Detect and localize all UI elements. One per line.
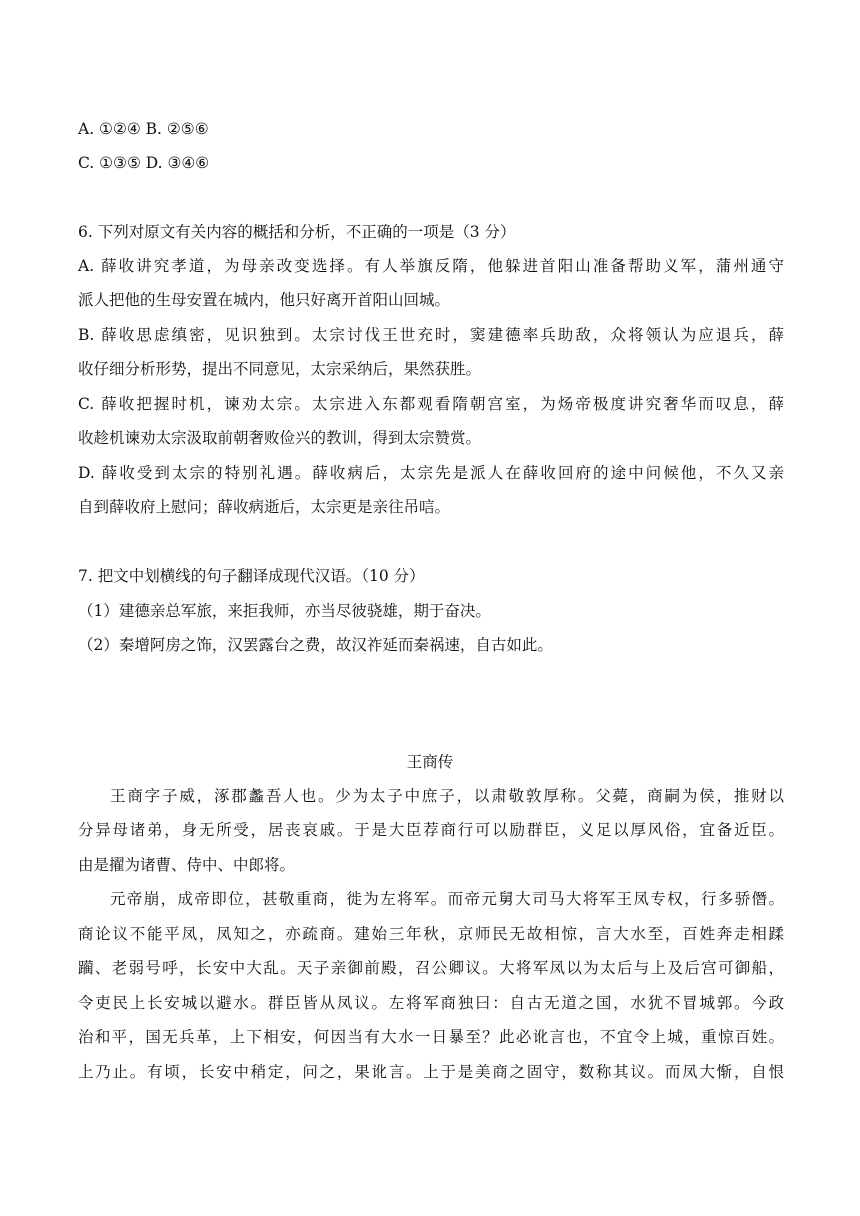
- q5-options-line-2: C. ①③⑤ D. ③④⑥: [78, 154, 210, 172]
- q6-option-c-line-2: 收趁机谏劝太宗汲取前朝奢败俭兴的教训，得到太宗赞赏。: [78, 429, 482, 447]
- q6-option-c-line-1: C. 薛收把握时机，谏劝太宗。太宗进入东都观看隋朝宫室，为炀帝极度讲究奢华而叹息，薛: [78, 395, 784, 413]
- q6-option-b-line-2: 收仔细分析形势，提出不同意见，太宗采纳后，果然获胜。: [78, 360, 482, 378]
- q6-option-b-line-1: B. 薛收思虑缜密，见识独到。太宗讨伐王世充时，窦建德率兵助敌，众将领认为应退兵，薛: [78, 326, 784, 344]
- q6-stem: 6. 下列对原文有关内容的概括和分析，不正确的一项是（3 分）: [78, 223, 516, 241]
- passage-p1-line-3: 由是擢为诸曹、侍中、中郎将。: [78, 856, 296, 874]
- passage-p2-line-2: 商论议不能平凤，凤知之，亦疏商。建始三年秋，京师民无故相惊，言大水至，百姓奔走相蹂: [78, 925, 784, 943]
- passage-p1-line-1: 王商字子威，涿郡蠡吾人也。少为太子中庶子，以肃敬敦厚称。父薨，商嗣为侯，推财以: [110, 787, 784, 805]
- passage-p2-line-3: 躏、老弱号呼，长安中大乱。天子亲御前殿，召公卿议。大将军凤以为太后与上及后宫可御船，: [78, 959, 784, 977]
- passage-p2-line-1: 元帝崩，成帝即位，甚敬重商，徙为左将军。而帝元舅大司马大将军王凤专权，行多骄僭。: [110, 890, 784, 908]
- q6-option-a-line-1: A. 薛收讲究孝道，为母亲改变选择。有人举旗反隋，他躲进首阳山准备帮助义军，蒲州通守: [78, 257, 784, 275]
- q6-option-d-line-1: D. 薛收受到太宗的特别礼遇。薛收病后，太宗先是派人在薛收回府的途中问候他，不久又亲: [78, 464, 784, 482]
- passage-p2-line-5: 治和平，国无兵革，上下相安，何因当有大水一日暴至？此必讹言也，不宜令上城，重惊百姓。: [78, 1028, 784, 1046]
- q7-sentence-2: （2）秦增阿房之饰，汉罢露台之费，故汉祚延而秦祸速，自古如此。: [78, 636, 553, 654]
- passage-p2-line-4: 令吏民上长安城以避水。群臣皆从凤议。左将军商独曰：自古无道之国，水犹不冒城郭。今政: [78, 994, 784, 1012]
- q7-sentence-1: （1）建德亲总军旅，来拒我师，亦当尽彼骁雄，期于奋决。: [78, 602, 491, 620]
- q5-options-line-1: A. ①②④ B. ②⑤⑥: [78, 120, 209, 138]
- q7-stem: 7. 把文中划横线的句子翻译成现代汉语。（10 分）: [78, 567, 425, 585]
- q6-option-d-line-2: 自到薛收府上慰问；薛收病逝后，太宗更是亲往吊唁。: [78, 498, 451, 516]
- passage-p1-line-2: 分异母诸弟，身无所受，居丧哀戚。于是大臣荐商行可以励群臣，义足以厚风俗，宜备近臣。: [78, 821, 784, 839]
- passage-p2-line-6: 上乃止。有顷，长安中稍定，问之，果讹言。上于是美商之固守，数称其议。而凤大惭，自恨: [78, 1063, 784, 1081]
- passage-title: 王商传: [406, 753, 454, 771]
- q6-option-a-line-2: 派人把他的生母安置在城内，他只好离开首阳山回城。: [78, 291, 451, 309]
